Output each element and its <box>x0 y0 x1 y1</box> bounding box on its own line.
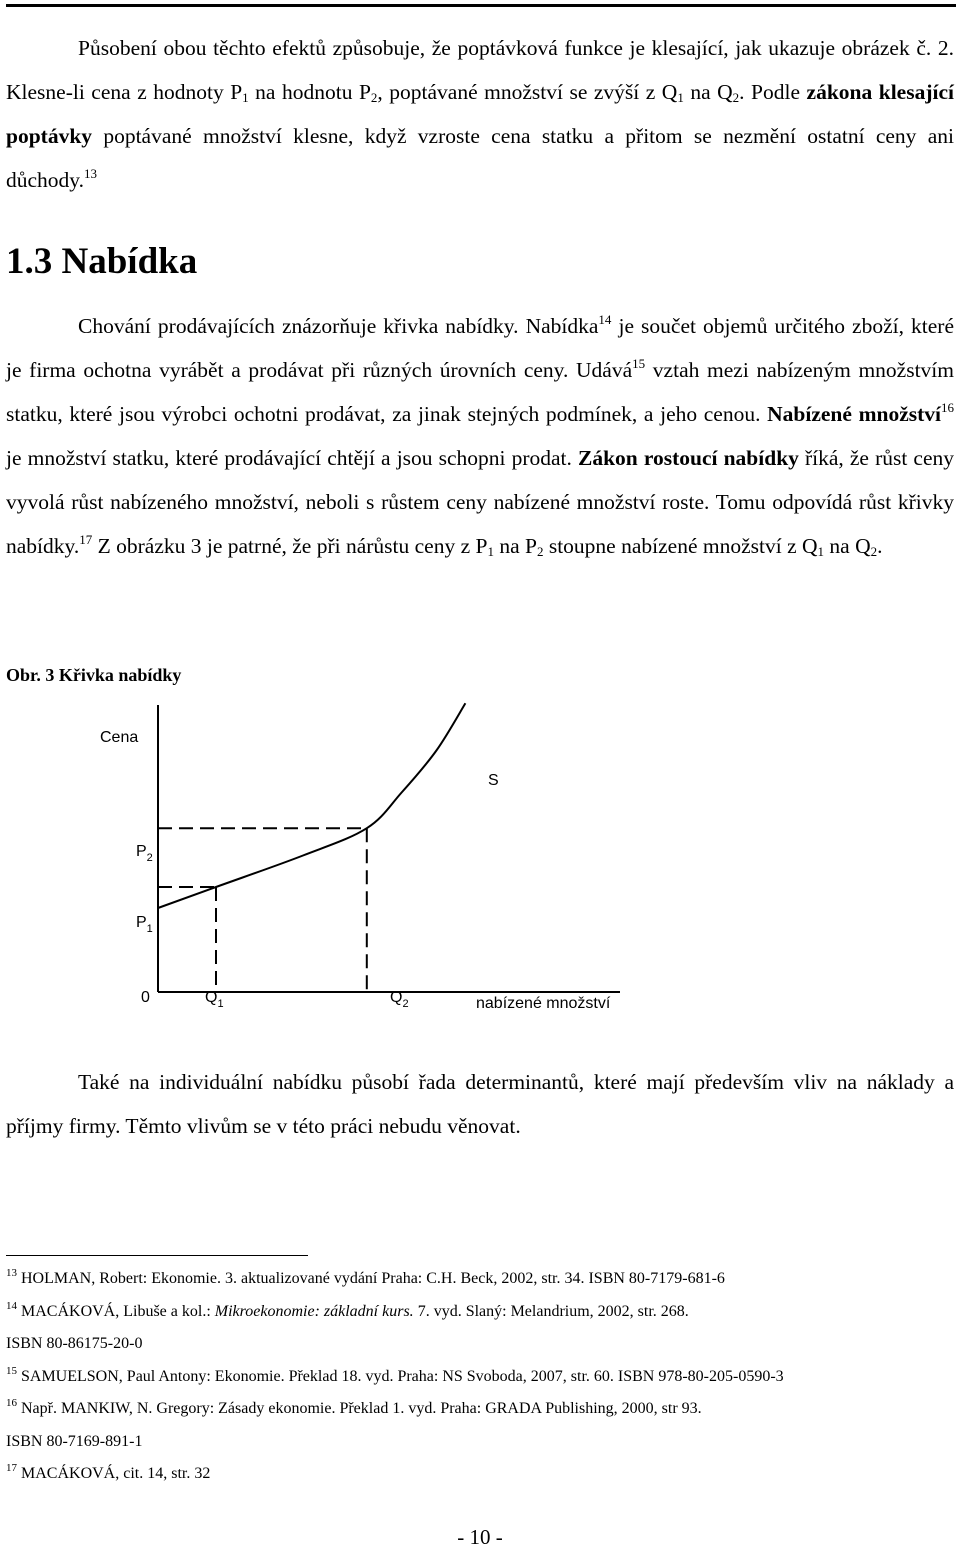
footnote-ref-15: 15 <box>632 356 646 371</box>
footnote-separator <box>6 1255 308 1256</box>
top-rule <box>6 4 956 7</box>
footnote-14: $^{14}$ MACÁKOVÁ, Libuše a kol.: Mikroekonomie: základní kurs. 7. vyd. Slaný: Melandrium, 2002, str. 268. <box>6 1299 689 1320</box>
footnote-13: $^{13}$ HOLMAN, Robert: Ekonomie. 3. aktualizované vydání Praha: C.H. Beck, 2002, str. 34. ISBN 80-7179-681-6 <box>6 1267 725 1287</box>
footnote-16: $^{16}$ Např. MANKIW, N. Gregory: Zásady ekonomie. Překlad 1. vyd. Praha: GRADA Publishing, 2000, str 93. <box>6 1397 702 1417</box>
footnote-ref-13: 13 <box>84 166 98 181</box>
page-number: - 10 - <box>457 1525 503 1549</box>
y-axis-label: Cena <box>100 729 139 746</box>
section-heading: 1.3 Nabídka <box>6 241 198 282</box>
y-tick-p2: $P_2$ <box>136 843 153 864</box>
supply-curve-chart <box>0 690 960 1020</box>
paragraph-supply: Chování prodávajících znázorňuje křivka nabídky. Nabídka$^{14}$ je součet objemů určitého zboží, které je firma ochotna vyrábět a prodávat při různých úrovních ceny. Udává$^{15}$ vztah mezi nabízeným množstvím statku, které jsou výrobci ochotni prodávat, za jinak stejných podmínek, a jeho cenou. Nabízené množství$^{16}$ je množství statku, které prodávající chtějí a jsou schopni prodat. Zákon rostoucí nabídky říká, že růst ceny vyvolá růst nabízeného množství, neboli s růstem ceny nabízené množství roste. Tomu odpovídá růst křivky nabídky.$^{17}$ Z obrázku 3 je patrné, že při nárůstu ceny z $P_1$ na $P_2$ stoupne nabízené množství z $Q_1$ na $Q_2$. <box>6 312 954 559</box>
footnote-17: $^{17}$ MACÁKOVÁ, cit. 14, str. 32 <box>6 1462 211 1482</box>
y-tick-p1: $P_1$ <box>136 914 153 935</box>
figure-caption: Obr. 3 Křivka nabídky <box>6 665 182 685</box>
origin-label: 0 <box>141 989 150 1006</box>
footnote-16-isbn: ISBN 80-7169-891-1 <box>6 1432 143 1450</box>
paragraph-determinants: Také na individuální nabídku působí řada determinantů, které mají především vliv na náklady a příjmy firmy. Těmto vlivům se v této práci nebudu věnovat. <box>6 1070 954 1138</box>
footnote-15: $^{15}$ SAMUELSON, Paul Antony: Ekonomie. Překlad 18. vyd. Praha: NS Svoboda, 2007, str. 60. ISBN 978-80-205-0590-3 <box>6 1364 784 1385</box>
paragraph-demand: Působení obou těchto efektů způsobuje, že poptávková funkce je klesající, jak ukazuje obrázek č. 2. Klesne-li cena z hodnoty $P_1$ na hodnotu $P_2$, poptávané množství se zvýší z $Q_1$ na $Q_2$. Podle zákona klesající poptávky poptávané množství klesne, když vzroste cena statku a přitom se nezmění ostatní ceny ani důchody.$^{13}$ <box>6 36 954 192</box>
supply-curve-line <box>158 703 465 908</box>
x-tick-q2: $Q_2$ <box>390 989 409 1010</box>
footnote-14-isbn: ISBN 80-86175-20-0 <box>6 1335 143 1352</box>
footnote-ref-17: 17 <box>79 532 93 547</box>
footnotes <box>6 1263 954 1491</box>
footnote-ref-16: 16 <box>941 400 954 415</box>
footnote-ref-14: 14 <box>598 312 612 327</box>
x-axis-label: nabízené množství <box>476 995 611 1012</box>
x-tick-q1: $Q_1$ <box>205 989 224 1010</box>
curve-label-s: S <box>488 772 499 789</box>
